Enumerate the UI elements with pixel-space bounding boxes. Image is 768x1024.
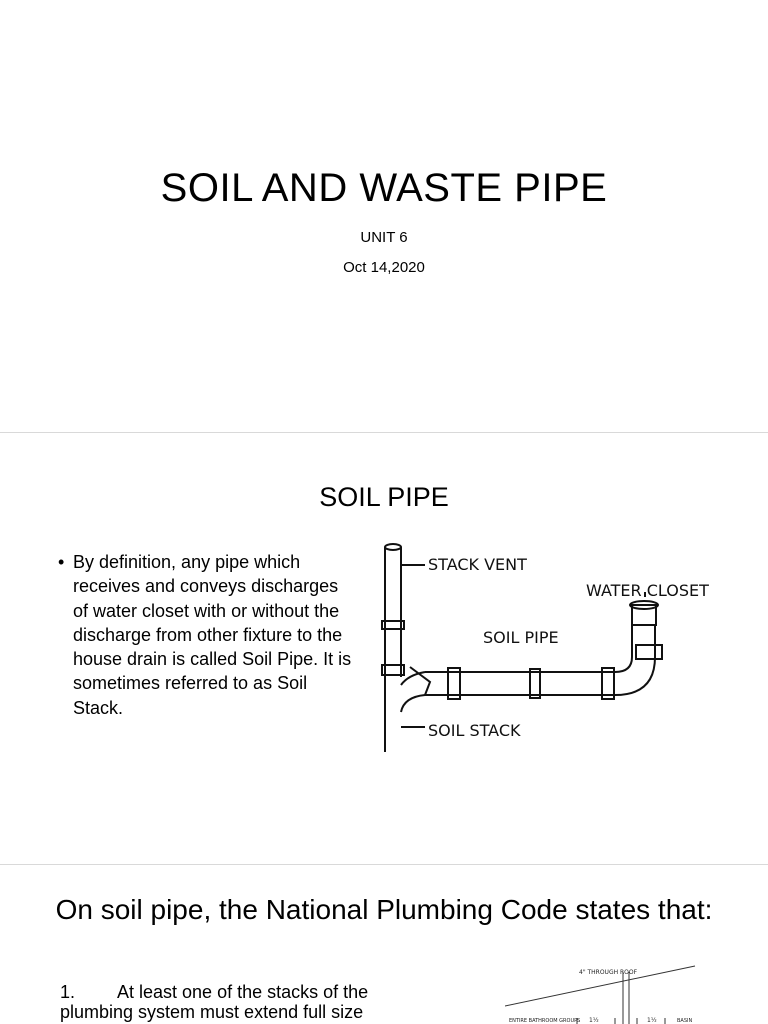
stack-pipe-shape: [385, 547, 401, 752]
date-subtitle: Oct 14,2020: [343, 259, 425, 276]
soil-stack-label: SOIL STACK: [428, 721, 521, 740]
roof-stack-illustration: [505, 964, 700, 1024]
item-text: At least one of the stacks of the plumbing system must extend full size: [60, 982, 369, 1022]
numbered-item: [60, 982, 420, 1022]
slide-title: On soil pipe, the National Plumbing Code states that:: [55, 894, 713, 925]
bullet-item: [58, 550, 358, 720]
roof-stack-diagram: [505, 964, 700, 1024]
size-left-label: 1½: [589, 1017, 599, 1024]
stack-vent-label: STACK VENT: [428, 555, 527, 574]
soil-pipe-label: SOIL PIPE: [483, 628, 559, 647]
through-roof-label: 4" THROUGH ROOF: [579, 969, 638, 976]
bathroom-group-label: ENTIRE BATHROOM GROUPS: [509, 1018, 581, 1024]
npc-slide: [0, 864, 768, 1024]
size-right-label: 1½: [647, 1017, 657, 1024]
bullet-icon: •: [58, 552, 65, 572]
water-closet-label: WATER CLOSET: [586, 581, 709, 600]
basin-label: BASIN: [677, 1018, 693, 1024]
presentation-title: SOIL AND WASTE PIPE: [160, 166, 608, 210]
item-number: 1.: [60, 982, 76, 1002]
soil-pipe-illustration: [370, 537, 730, 762]
soil-pipe-shape: [425, 672, 615, 695]
title-slide: [0, 0, 768, 433]
soil-pipe-slide: [0, 432, 768, 865]
bullet-text: By definition, any pipe which receives and conveys discharges of water closet with or without the discharge from other fixture to the house drain is called Soil Pipe. It is sometimes referred to as Soil Stack.: [73, 552, 352, 718]
slide-title: SOIL PIPE: [319, 482, 449, 512]
soil-pipe-diagram: [370, 537, 730, 762]
unit-subtitle: UNIT 6: [360, 229, 408, 246]
